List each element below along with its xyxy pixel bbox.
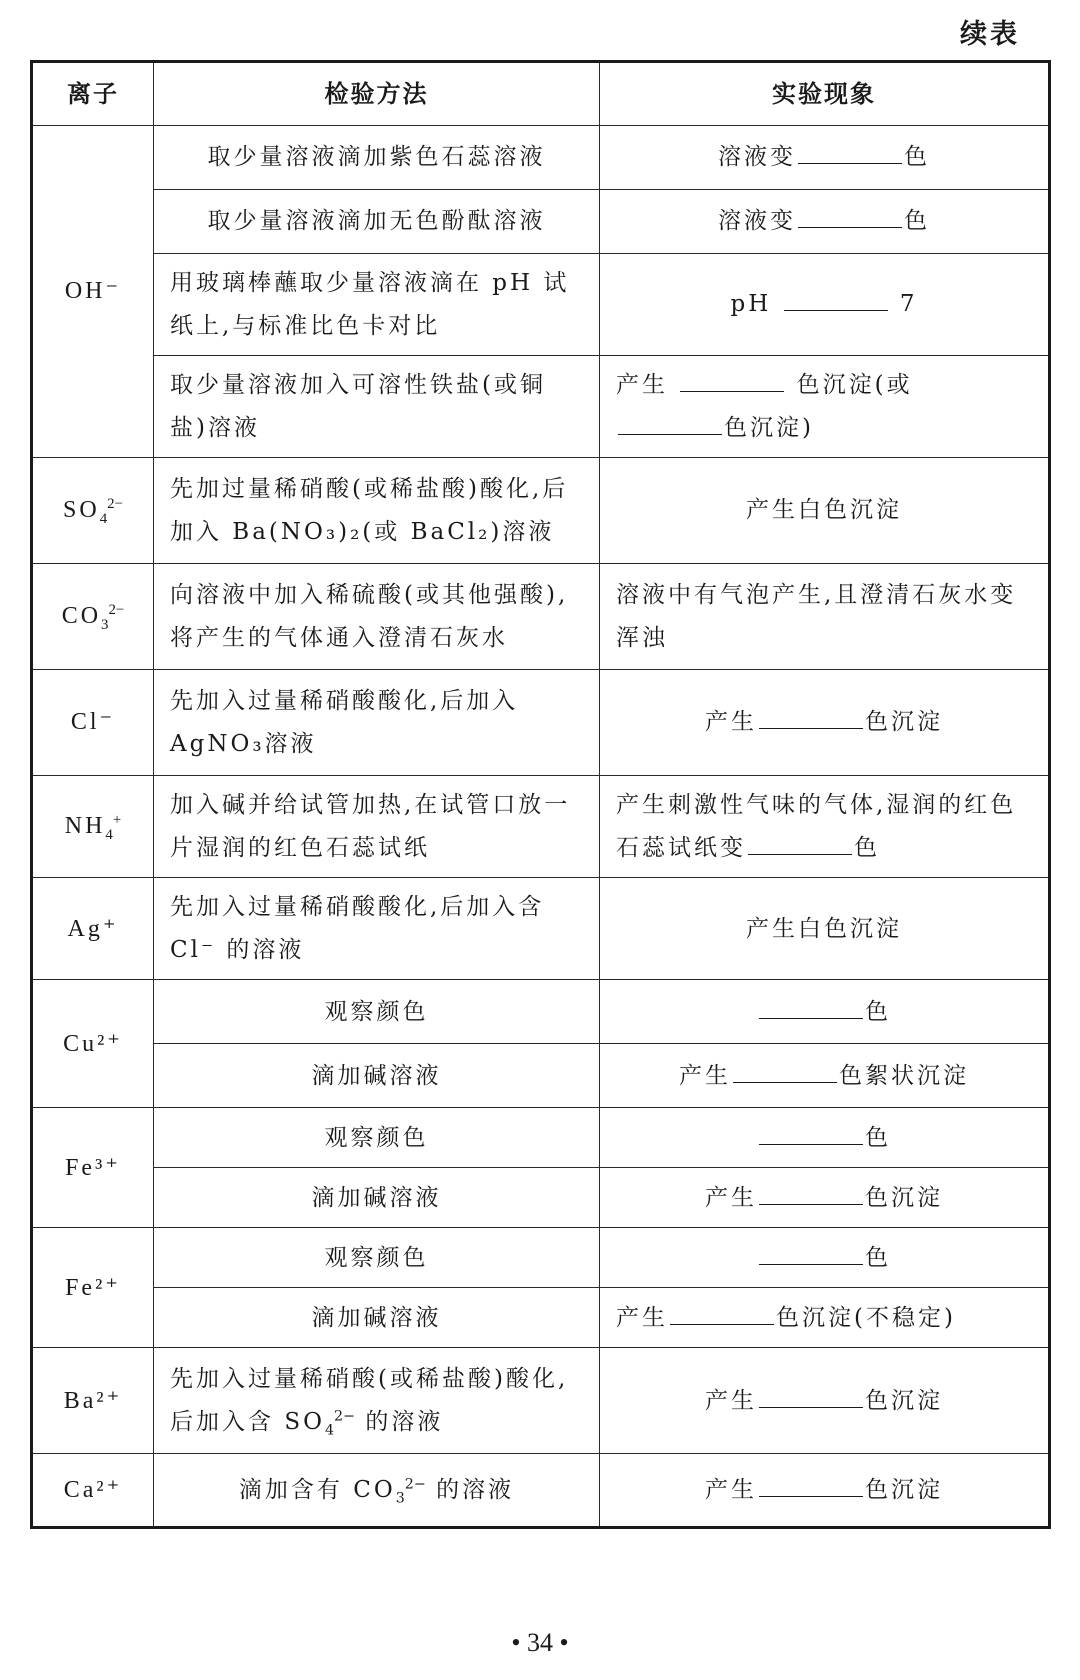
fill-blank: [798, 138, 902, 164]
observation-text: 产生刺激性气味的气体,湿润的红色石蕊试纸变: [616, 792, 1017, 861]
observation-cell: [600, 254, 1050, 356]
observation-text: 产生: [705, 1387, 757, 1414]
method-cell: 观察颜色: [154, 1228, 600, 1288]
ion-subscript: 4: [324, 1422, 335, 1439]
table-row: [32, 1228, 1050, 1288]
table-row: [32, 458, 1050, 564]
observation-text: 色沉淀: [865, 1387, 943, 1414]
ion-cl: Cl⁻: [32, 670, 154, 776]
observation-cell: 产生白色沉淀: [600, 458, 1050, 564]
method-cell: [154, 1348, 600, 1454]
fill-blank: [759, 1178, 863, 1204]
fill-blank: [798, 202, 902, 228]
observation-cell: [600, 1288, 1050, 1348]
observation-cell: [600, 190, 1050, 254]
method-cell: 取少量溶液滴加紫色石蕊溶液: [154, 126, 600, 190]
ion-subscript: 3: [101, 616, 109, 633]
ion-symbol: SO: [63, 497, 100, 524]
fill-blank: [759, 1381, 863, 1407]
method-cell: 向溶液中加入稀硫酸(或其他强酸),将产生的气体通入澄清石灰水: [154, 564, 600, 670]
page-number: • 34 •: [511, 1628, 569, 1657]
continued-label: 续表: [960, 19, 1020, 50]
fill-blank: [733, 1056, 837, 1082]
observation-cell: [600, 1044, 1050, 1108]
ion-subscript: 4: [99, 510, 108, 527]
table-row: [32, 1288, 1050, 1348]
table-row: [32, 1348, 1050, 1454]
ion-ag: Ag⁺: [32, 878, 154, 980]
method-cell: 取少量溶液滴加无色酚酞溶液: [154, 190, 600, 254]
observation-cell: 产生白色沉淀: [600, 878, 1050, 980]
method-cell: 滴加碱溶液: [154, 1044, 600, 1108]
table-row: [32, 1454, 1050, 1528]
ion-charge: +: [112, 812, 122, 829]
ion-charge: 2−: [108, 602, 125, 619]
observation-cell: [600, 1348, 1050, 1454]
observation-text: 溶液变: [718, 144, 796, 171]
ion-so4: [32, 458, 154, 564]
ion-charge: 2−: [334, 1408, 356, 1424]
observation-text: 色: [865, 998, 891, 1025]
fill-blank: [759, 1471, 863, 1497]
observation-text: pH: [730, 291, 772, 318]
ion-nh4: [32, 776, 154, 878]
ion-symbol: SO: [284, 1408, 325, 1435]
observation-text: 色沉淀: [865, 709, 943, 736]
observation-cell: [600, 670, 1050, 776]
header-method: 检验方法: [154, 62, 600, 126]
observation-text: 色沉淀: [865, 1477, 943, 1504]
observation-cell: [600, 126, 1050, 190]
ion-co3: [32, 564, 154, 670]
observation-cell: 溶液中有气泡产生,且澄清石灰水变浑浊: [600, 564, 1050, 670]
observation-text: 产生: [705, 1184, 757, 1211]
ion-test-table: [30, 60, 1051, 1529]
method-cell: 观察颜色: [154, 980, 600, 1044]
header-observation: 实验现象: [600, 62, 1050, 126]
ion-ca: Ca²⁺: [32, 1454, 154, 1528]
fill-blank: [748, 828, 852, 854]
observation-cell: [600, 1108, 1050, 1168]
fill-blank: [670, 1298, 774, 1324]
method-text: 的溶液: [425, 1476, 515, 1503]
ion-charge: 2−: [107, 496, 123, 513]
observation-text: 色絮状沉淀: [839, 1062, 969, 1089]
observation-text: 7: [899, 291, 918, 318]
table-row: [32, 564, 1050, 670]
fill-blank: [759, 992, 863, 1018]
observation-text: 色: [865, 1244, 891, 1271]
fill-blank: [759, 703, 863, 729]
observation-text: 色: [854, 834, 880, 861]
observation-cell: [600, 776, 1050, 878]
observation-cell: [600, 356, 1050, 458]
observation-text: 产生: [705, 709, 757, 736]
observation-cell: [600, 980, 1050, 1044]
method-cell: 先加过量稀硝酸(或稀盐酸)酸化,后加入 Ba(NO₃)₂(或 BaCl₂)溶液: [154, 458, 600, 564]
table-row: [32, 670, 1050, 776]
table-row: [32, 190, 1050, 254]
observation-text: 色: [904, 208, 930, 235]
ion-subscript: 3: [395, 1490, 405, 1507]
table-row: [32, 1044, 1050, 1108]
table-row: [32, 1108, 1050, 1168]
table-row: [32, 356, 1050, 458]
ion-symbol: NH: [64, 813, 106, 840]
ion-ba: Ba²⁺: [32, 1348, 154, 1454]
observation-text: 色沉淀): [724, 414, 814, 441]
observation-text: 色沉淀(不稳定): [776, 1304, 956, 1331]
observation-text: 产生: [679, 1062, 731, 1089]
ion-charge: 2−: [404, 1476, 426, 1493]
table-row: [32, 254, 1050, 356]
observation-text: 色沉淀(或: [796, 372, 913, 399]
fill-blank: [618, 408, 722, 434]
fill-blank: [759, 1118, 863, 1144]
method-text: 的溶液: [355, 1408, 444, 1435]
ion-subscript: 4: [105, 826, 113, 843]
header-ion: 离子: [32, 62, 154, 126]
fill-blank: [759, 1238, 863, 1264]
ion-oh: OH⁻: [32, 126, 154, 458]
method-cell: 取少量溶液加入可溶性铁盐(或铜盐)溶液: [154, 356, 600, 458]
table-row: [32, 980, 1050, 1044]
ion-fe3: Fe³⁺: [32, 1108, 154, 1228]
method-cell: 先加入过量稀硝酸酸化,后加入含 Cl⁻ 的溶液: [154, 878, 600, 980]
observation-cell: [600, 1168, 1050, 1228]
table-row: [32, 878, 1050, 980]
observation-text: 产生: [616, 372, 668, 399]
method-cell: 滴加碱溶液: [154, 1168, 600, 1228]
fill-blank: [784, 285, 888, 311]
observation-text: 产生: [705, 1477, 757, 1504]
observation-text: 色: [865, 1124, 891, 1151]
ion-symbol: CO: [61, 603, 102, 630]
ion-fe2: Fe²⁺: [32, 1228, 154, 1348]
observation-text: 色沉淀: [865, 1184, 943, 1211]
fill-blank: [680, 366, 784, 392]
observation-text: 色: [904, 144, 930, 171]
observation-cell: [600, 1454, 1050, 1528]
method-cell: 观察颜色: [154, 1108, 600, 1168]
ion-symbol: CO: [353, 1476, 396, 1503]
method-cell: 用玻璃棒蘸取少量溶液滴在 pH 试纸上,与标准比色卡对比: [154, 254, 600, 356]
method-text: 滴加含有: [238, 1476, 354, 1503]
ion-cu: Cu²⁺: [32, 980, 154, 1108]
observation-text: 产生: [616, 1304, 668, 1331]
table-header-row: [32, 62, 1050, 126]
method-cell: 加入碱并给试管加热,在试管口放一片湿润的红色石蕊试纸: [154, 776, 600, 878]
observation-cell: [600, 1228, 1050, 1288]
method-cell: 先加入过量稀硝酸酸化,后加入 AgNO₃溶液: [154, 670, 600, 776]
table-row: [32, 1168, 1050, 1228]
method-cell: [154, 1454, 600, 1528]
observation-text: 溶液变: [718, 208, 796, 235]
method-text: 先加入过量稀硝酸(或稀盐酸)酸化,后加入含: [170, 1366, 569, 1435]
table-row: [32, 776, 1050, 878]
table-row: [32, 126, 1050, 190]
method-cell: 滴加碱溶液: [154, 1288, 600, 1348]
